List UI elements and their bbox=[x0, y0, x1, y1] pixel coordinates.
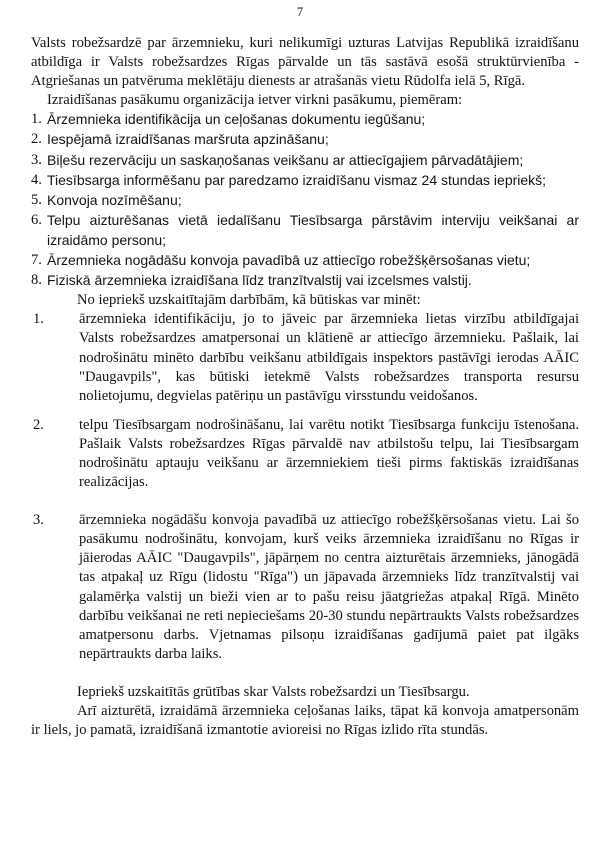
measures-list bbox=[31, 110, 579, 291]
list-item bbox=[31, 191, 579, 211]
essentials-list bbox=[31, 310, 579, 664]
list-item-text: Ārzemnieka nogādāšu konvoja pavadībā uz attiecīgo robežšķērsošanas vietu; bbox=[47, 252, 531, 269]
list-item-text: telpu Tiesībsargam nodrošināšanu, lai varētu notikt Tiesībsarga funkciju īstenošana. Pašlaik Valsts robežsardzes Rīgas pārvaldē nav atbilstošu telpu, lai Tiesībsargam nodrošinātu aptauju veikšanu ar ārzemniekiem tieši pirms faktiskās izraidīšanas realizācijas. bbox=[79, 416, 579, 491]
list-item bbox=[31, 416, 579, 492]
list-item-number: 7. bbox=[31, 252, 42, 269]
list-item bbox=[31, 130, 579, 150]
list-item-text: Konvoja nozīmēšanu; bbox=[47, 191, 182, 208]
list-item bbox=[31, 211, 579, 251]
list-item bbox=[31, 271, 579, 291]
list-item-number: 2. bbox=[31, 131, 42, 148]
list-item bbox=[31, 310, 579, 405]
essentials-intro: No iepriekš uzskaitītajām darbībām, kā būtiskas var minēt: bbox=[77, 292, 421, 309]
list-item-number: 3. bbox=[33, 512, 44, 529]
list-item-text: Biļešu rezervāciju un saskaņošanas veikšanu ar attiecīgajiem pārvadātājiem; bbox=[47, 151, 524, 168]
list-item-number: 6. bbox=[31, 211, 42, 228]
list-item-number: 4. bbox=[31, 171, 42, 188]
list-item bbox=[31, 511, 579, 664]
list-item bbox=[31, 151, 579, 171]
list-item-number: 1. bbox=[31, 111, 42, 128]
list-item-number: 1. bbox=[33, 311, 44, 328]
list-item-text: Telpu aizturēšanas vietā iedalīšanu Tiesībsarga pārstāvim interviju veikšanai ar izraidāmo personu; bbox=[47, 211, 579, 248]
measures-intro: Izraidīšanas pasākumu organizācija ietver virkni pasākumu, piemēram: bbox=[47, 92, 463, 109]
list-item-number: 2. bbox=[33, 416, 44, 433]
list-item-text: Fiziskā ārzemnieka izraidīšana līdz tranzītvalstij vai izcelsmes valstij. bbox=[47, 272, 472, 289]
list-item-text: ārzemnieka nogādāšu konvoja pavadībā uz attiecīgo robežšķērsošanas vietu. Lai šo pasākumu nodrošinātu, konvojam, kurš veiks ārzemnieka izraidīšanu no Rīgas ir jāierodas AĀIC "Daugavpils", jāpārņem no centra aizturētais ārzemnieks, jānogādā tas atpakaļ uz Rīgu (lidostu "Rīga") un jāpavada ārzemnieks līdz tranzītvalstij vai galamērķa valstij un bieži vien ar to pašu reisu jāatgriežas atpakaļ Rīgā. Minēto darbību veikšanai ne reti nepieciešams 20-30 stundu nepārtraukts Valsts robežsardzes amatpersonu darbs. Vjetnamas pilsoņu izraidīšanas gadījumā paiet pat ilgāks nepārtraukts darba laiks. bbox=[79, 512, 579, 662]
closing-paragraph-1: Iepriekš uzskaitītās grūtības skar Valsts robežsardzi un Tiesībsargu. bbox=[77, 683, 470, 700]
list-item bbox=[31, 251, 579, 271]
intro-paragraph: Valsts robežsardzē par ārzemnieku, kuri nelikumīgi uzturas Latvijas Republikā izraidīšanu atbildīga ir Valsts robežsardzes Rīgas pārvalde un tās sastāvā esošā struktūrvienība - Atgriešanas un patvēruma meklētāju dienests ar atrašanās vietu Rūdolfa ielā 5, Rīgā. bbox=[31, 35, 579, 90]
list-item-text: ārzemnieka identifikāciju, jo to jāveic par ārzemnieka lietas virzību atbildīgajai Valsts robežsardzes amatpersonai un klātienē ar attiecīgo ārzemnieku. Pašlaik, lai nodrošinātu minēto darbību veikšanu atbildīgais inspektors pastāvīgi ierodas AĀIC "Daugavpils", kas būtiski ietekmē Valsts robežsardzes transporta resursu nolietojumu, degvielas patēriņu un pastāvīgu virsstundu veidošanos. bbox=[79, 311, 579, 404]
closing-paragraph-2: Arī aizturētā, izraidāmā ārzemnieka ceļošanas laiks, tāpat kā konvoja amatpersonām ir liels, jo pamatā, izraidīšanā izmantotie avioreisi no Rīgas izlido rīta stundās. bbox=[31, 703, 579, 739]
list-item-number: 3. bbox=[31, 151, 42, 168]
list-item-number: 8. bbox=[31, 272, 42, 289]
page-number: 7 bbox=[296, 5, 304, 19]
list-item bbox=[31, 171, 579, 191]
list-item-text: Ārzemnieka identifikācija un ceļošanas dokumentu iegūšanu; bbox=[47, 111, 426, 128]
list-item-number: 5. bbox=[31, 191, 42, 208]
document-body bbox=[31, 34, 579, 740]
list-item-text: Tiesībsarga informēšanu par paredzamo izraidīšanu vismaz 24 stundas iepriekš; bbox=[47, 171, 547, 188]
list-item bbox=[31, 110, 579, 130]
list-item-text: Iespējamā izraidīšanas maršruta apzināšanu; bbox=[47, 131, 329, 148]
